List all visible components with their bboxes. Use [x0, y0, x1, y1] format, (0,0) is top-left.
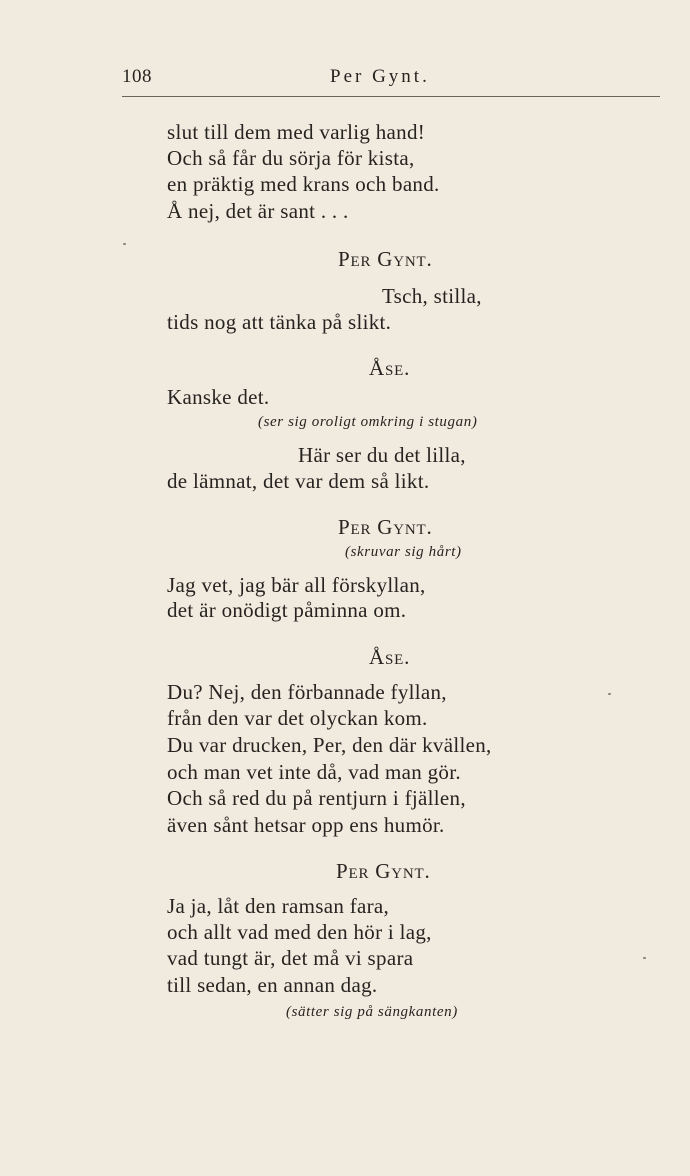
verse-line: till sedan, en annan dag.	[167, 973, 378, 997]
verse-line: Här ser du det lilla,	[298, 443, 466, 467]
verse-line: från den var det olyckan kom.	[167, 706, 428, 730]
page-number: 108	[122, 66, 152, 87]
verse-line: slut till dem med varlig hand!	[167, 120, 426, 144]
paper-speck	[123, 243, 126, 245]
verse-line: en präktig med krans och band.	[167, 172, 440, 196]
verse-line: Ja ja, låt den ramsan fara,	[167, 894, 390, 918]
verse-line: och man vet inte då, vad man gör.	[167, 760, 461, 784]
speaker-name: Åse.	[369, 645, 411, 669]
verse-line: Och så red du på rentjurn i fjällen,	[167, 786, 466, 810]
verse-line: Och så får du sörja för kista,	[167, 146, 415, 170]
stage-direction: (skruvar sig hårt)	[345, 544, 462, 560]
verse-line: Tsch, stilla,	[382, 284, 482, 308]
verse-line: Kanske det.	[167, 385, 270, 409]
speaker-name: Per Gynt.	[338, 515, 433, 539]
stage-direction: (ser sig oroligt omkring i stugan)	[258, 414, 478, 430]
verse-line: vad tungt är, det må vi spara	[167, 946, 414, 970]
verse-line: det är onödigt påminna om.	[167, 598, 407, 622]
running-title: Per Gynt.	[330, 66, 430, 87]
verse-line: och allt vad med den hör i lag,	[167, 920, 432, 944]
verse-line: tids nog att tänka på slikt.	[167, 310, 392, 334]
verse-line: även sånt hetsar opp ens humör.	[167, 813, 445, 837]
stage-direction: (sätter sig på sängkanten)	[286, 1004, 458, 1020]
speaker-name: Per Gynt.	[336, 859, 431, 883]
verse-line: Du? Nej, den förbannade fyllan,	[167, 680, 447, 704]
verse-line: de lämnat, det var dem så likt.	[167, 469, 430, 493]
paper-speck	[643, 957, 646, 959]
page-header	[122, 66, 660, 97]
paper-speck	[608, 693, 611, 695]
verse-line: Jag vet, jag bär all förskyllan,	[167, 573, 426, 597]
speaker-name: Åse.	[369, 356, 411, 380]
verse-line: Å nej, det är sant . . .	[167, 199, 349, 223]
verse-line: Du var drucken, Per, den där kvällen,	[167, 733, 492, 757]
speaker-name: Per Gynt.	[338, 247, 433, 271]
